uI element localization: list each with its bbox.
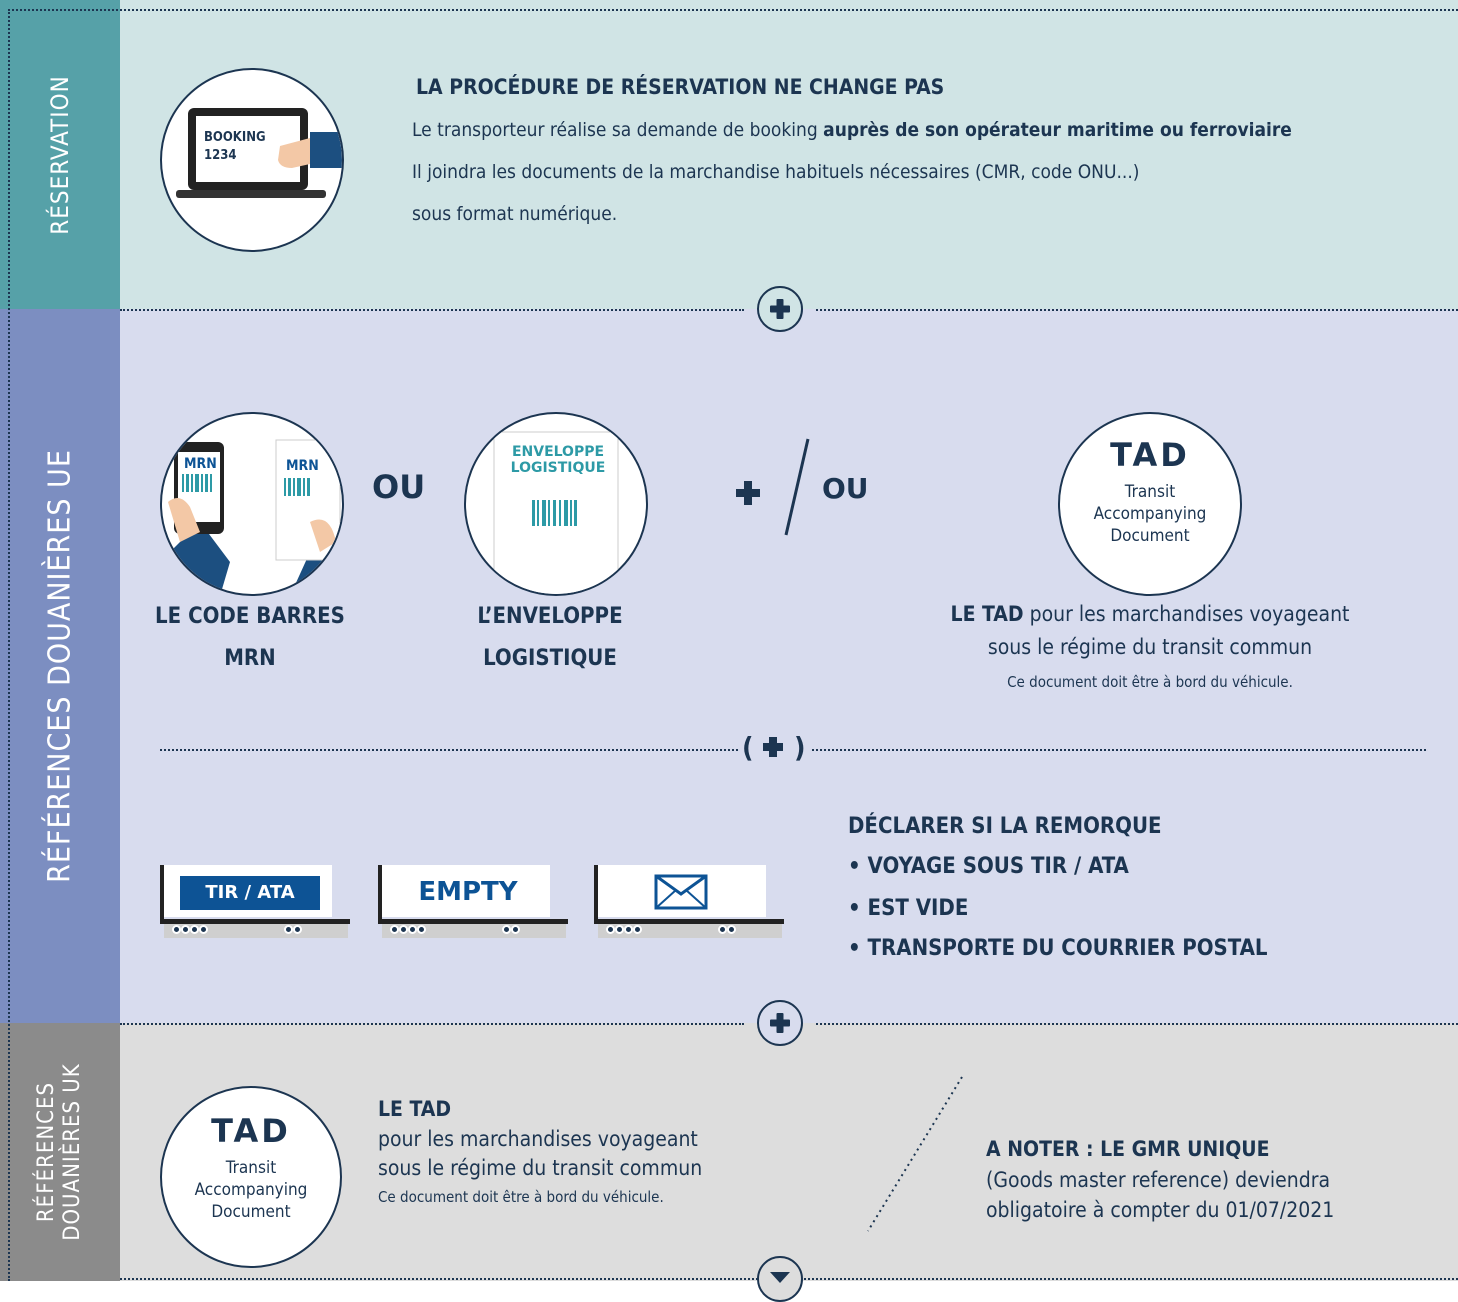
reservation-line3: sous format numérique.: [412, 203, 618, 225]
reservation-section: [0, 0, 1458, 309]
ue-inner-divider-left: [160, 749, 738, 751]
tad-sub-2-ue: Accompanying: [1093, 504, 1207, 524]
tad-badge-uk: [160, 1086, 342, 1268]
divider-ue-uk-left: [120, 1023, 744, 1025]
trailer-empty-label: EMPTY: [418, 877, 518, 907]
envelope-title-1: ENVELOPPE: [511, 444, 605, 460]
mrn-barcode-icon: [160, 412, 344, 596]
chevron-down-icon: [757, 1256, 803, 1302]
envelope-title-2: LOGISTIQUE: [510, 460, 606, 476]
trailer-postal: [594, 865, 784, 945]
uk-note-heading: A NOTER : LE GMR UNIQUE: [986, 1137, 1270, 1161]
reservation-sidebar: [0, 0, 120, 309]
tad-sub-2-uk: Accompanying: [194, 1180, 308, 1200]
laptop-booking-icon: [160, 68, 344, 252]
caption-envelope-1: L’ENVELOPPE: [477, 604, 623, 629]
uk-side-label-2: DOUANIÈRES UK: [60, 1063, 85, 1241]
ue-side-label: RÉFÉRENCES DOUANIÈRES UE: [42, 449, 78, 883]
tad-title-ue: TAD: [1110, 436, 1190, 474]
trailer-tir-ata-label: TIR / ATA: [205, 882, 295, 903]
uk-tad-line2: sous le régime du transit commun: [378, 1156, 703, 1180]
tad-sub-3-ue: Document: [1110, 526, 1190, 546]
ou-label-2: OU: [822, 472, 869, 505]
laptop-text-2: 1234: [204, 148, 237, 163]
optional-plus-icon: ( ): [742, 731, 806, 764]
tad-sub-3-uk: Document: [211, 1202, 291, 1222]
reservation-heading: LA PROCÉDURE DE RÉSERVATION NE CHANGE PAS: [416, 75, 945, 99]
mrn-label-paper: MRN: [286, 458, 319, 474]
uk-tad-line1: pour les marchandises voyageant: [378, 1127, 698, 1151]
left-border: [8, 9, 10, 1281]
declare-item-1: • VOYAGE SOUS TIR / ATA: [848, 854, 1129, 879]
caption-barcode-2: MRN: [224, 646, 276, 671]
declare-item-3: • TRANSPORTE DU COURRIER POSTAL: [848, 936, 1268, 961]
plus-icon: [736, 481, 760, 505]
ue-sidebar: [0, 309, 120, 1023]
uk-side-label-1: RÉFÉRENCES: [34, 1081, 59, 1223]
uk-sidebar: [0, 1023, 120, 1281]
divider-ue-uk-right: [816, 1023, 1458, 1025]
mail-envelope-icon: [654, 874, 708, 910]
uk-section: [0, 1023, 1458, 1281]
slash-divider: [782, 437, 812, 537]
uk-note-line2: obligatoire à compter du 01/07/2021: [986, 1198, 1335, 1222]
tad-caption-line1-ue: [940, 602, 1360, 626]
uk-side-label: [34, 1063, 86, 1241]
divider-reservation-ue-left: [120, 309, 744, 311]
trailer-tir-ata: [160, 865, 350, 945]
top-border: [8, 9, 1458, 11]
plus-connector-1: [757, 286, 803, 332]
tad-sub-1-uk: Transit: [225, 1158, 277, 1178]
tad-caption-bold-ue: LE TAD: [950, 602, 1024, 626]
uk-tad-small: Ce document doit être à bord du véhicule.: [378, 1188, 664, 1206]
uk-tad-heading: LE TAD: [378, 1097, 452, 1121]
caption-barcode-1: LE CODE BARRES: [155, 604, 345, 629]
laptop-text-1: BOOKING: [204, 130, 266, 145]
declare-heading: DÉCLARER SI LA REMORQUE: [848, 814, 1162, 839]
ue-inner-divider-right: [812, 749, 1426, 751]
reservation-line1-bold: auprès de son opérateur maritime ou ferroviaire: [823, 119, 1292, 141]
trailer-empty: [378, 865, 568, 945]
envelope-logistique-icon: [464, 412, 648, 596]
reservation-line1-prefix: Le transporteur réalise sa demande de booking: [412, 119, 824, 141]
reservation-line1: [412, 114, 1292, 146]
reservation-line2: Il joindra les documents de la marchandise habituels nécessaires (CMR, code ONU...): [412, 161, 1140, 183]
tad-badge-ue: [1058, 412, 1242, 596]
tad-caption-small-ue: Ce document doit être à bord du véhicule.: [1007, 673, 1293, 691]
uk-diagonal-divider: [862, 1075, 972, 1235]
tad-caption-line2-ue: sous le régime du transit commun: [987, 635, 1313, 659]
ou-label-1: OU: [372, 468, 426, 506]
plus-connector-2: [757, 1000, 803, 1046]
tad-sub-1-ue: Transit: [1124, 482, 1176, 502]
uk-note-line1: (Goods master reference) deviendra: [986, 1168, 1331, 1192]
reservation-side-label: RÉSERVATION: [46, 74, 74, 235]
mrn-label-phone: MRN: [184, 456, 217, 472]
divider-reservation-ue-right: [816, 309, 1458, 311]
ue-section: [0, 309, 1458, 1023]
caption-envelope-2: LOGISTIQUE: [483, 646, 617, 671]
tad-title-uk: TAD: [211, 1112, 291, 1150]
tad-caption-rest-ue: pour les marchandises voyageant: [1023, 602, 1350, 626]
declare-item-2: • EST VIDE: [848, 896, 969, 921]
